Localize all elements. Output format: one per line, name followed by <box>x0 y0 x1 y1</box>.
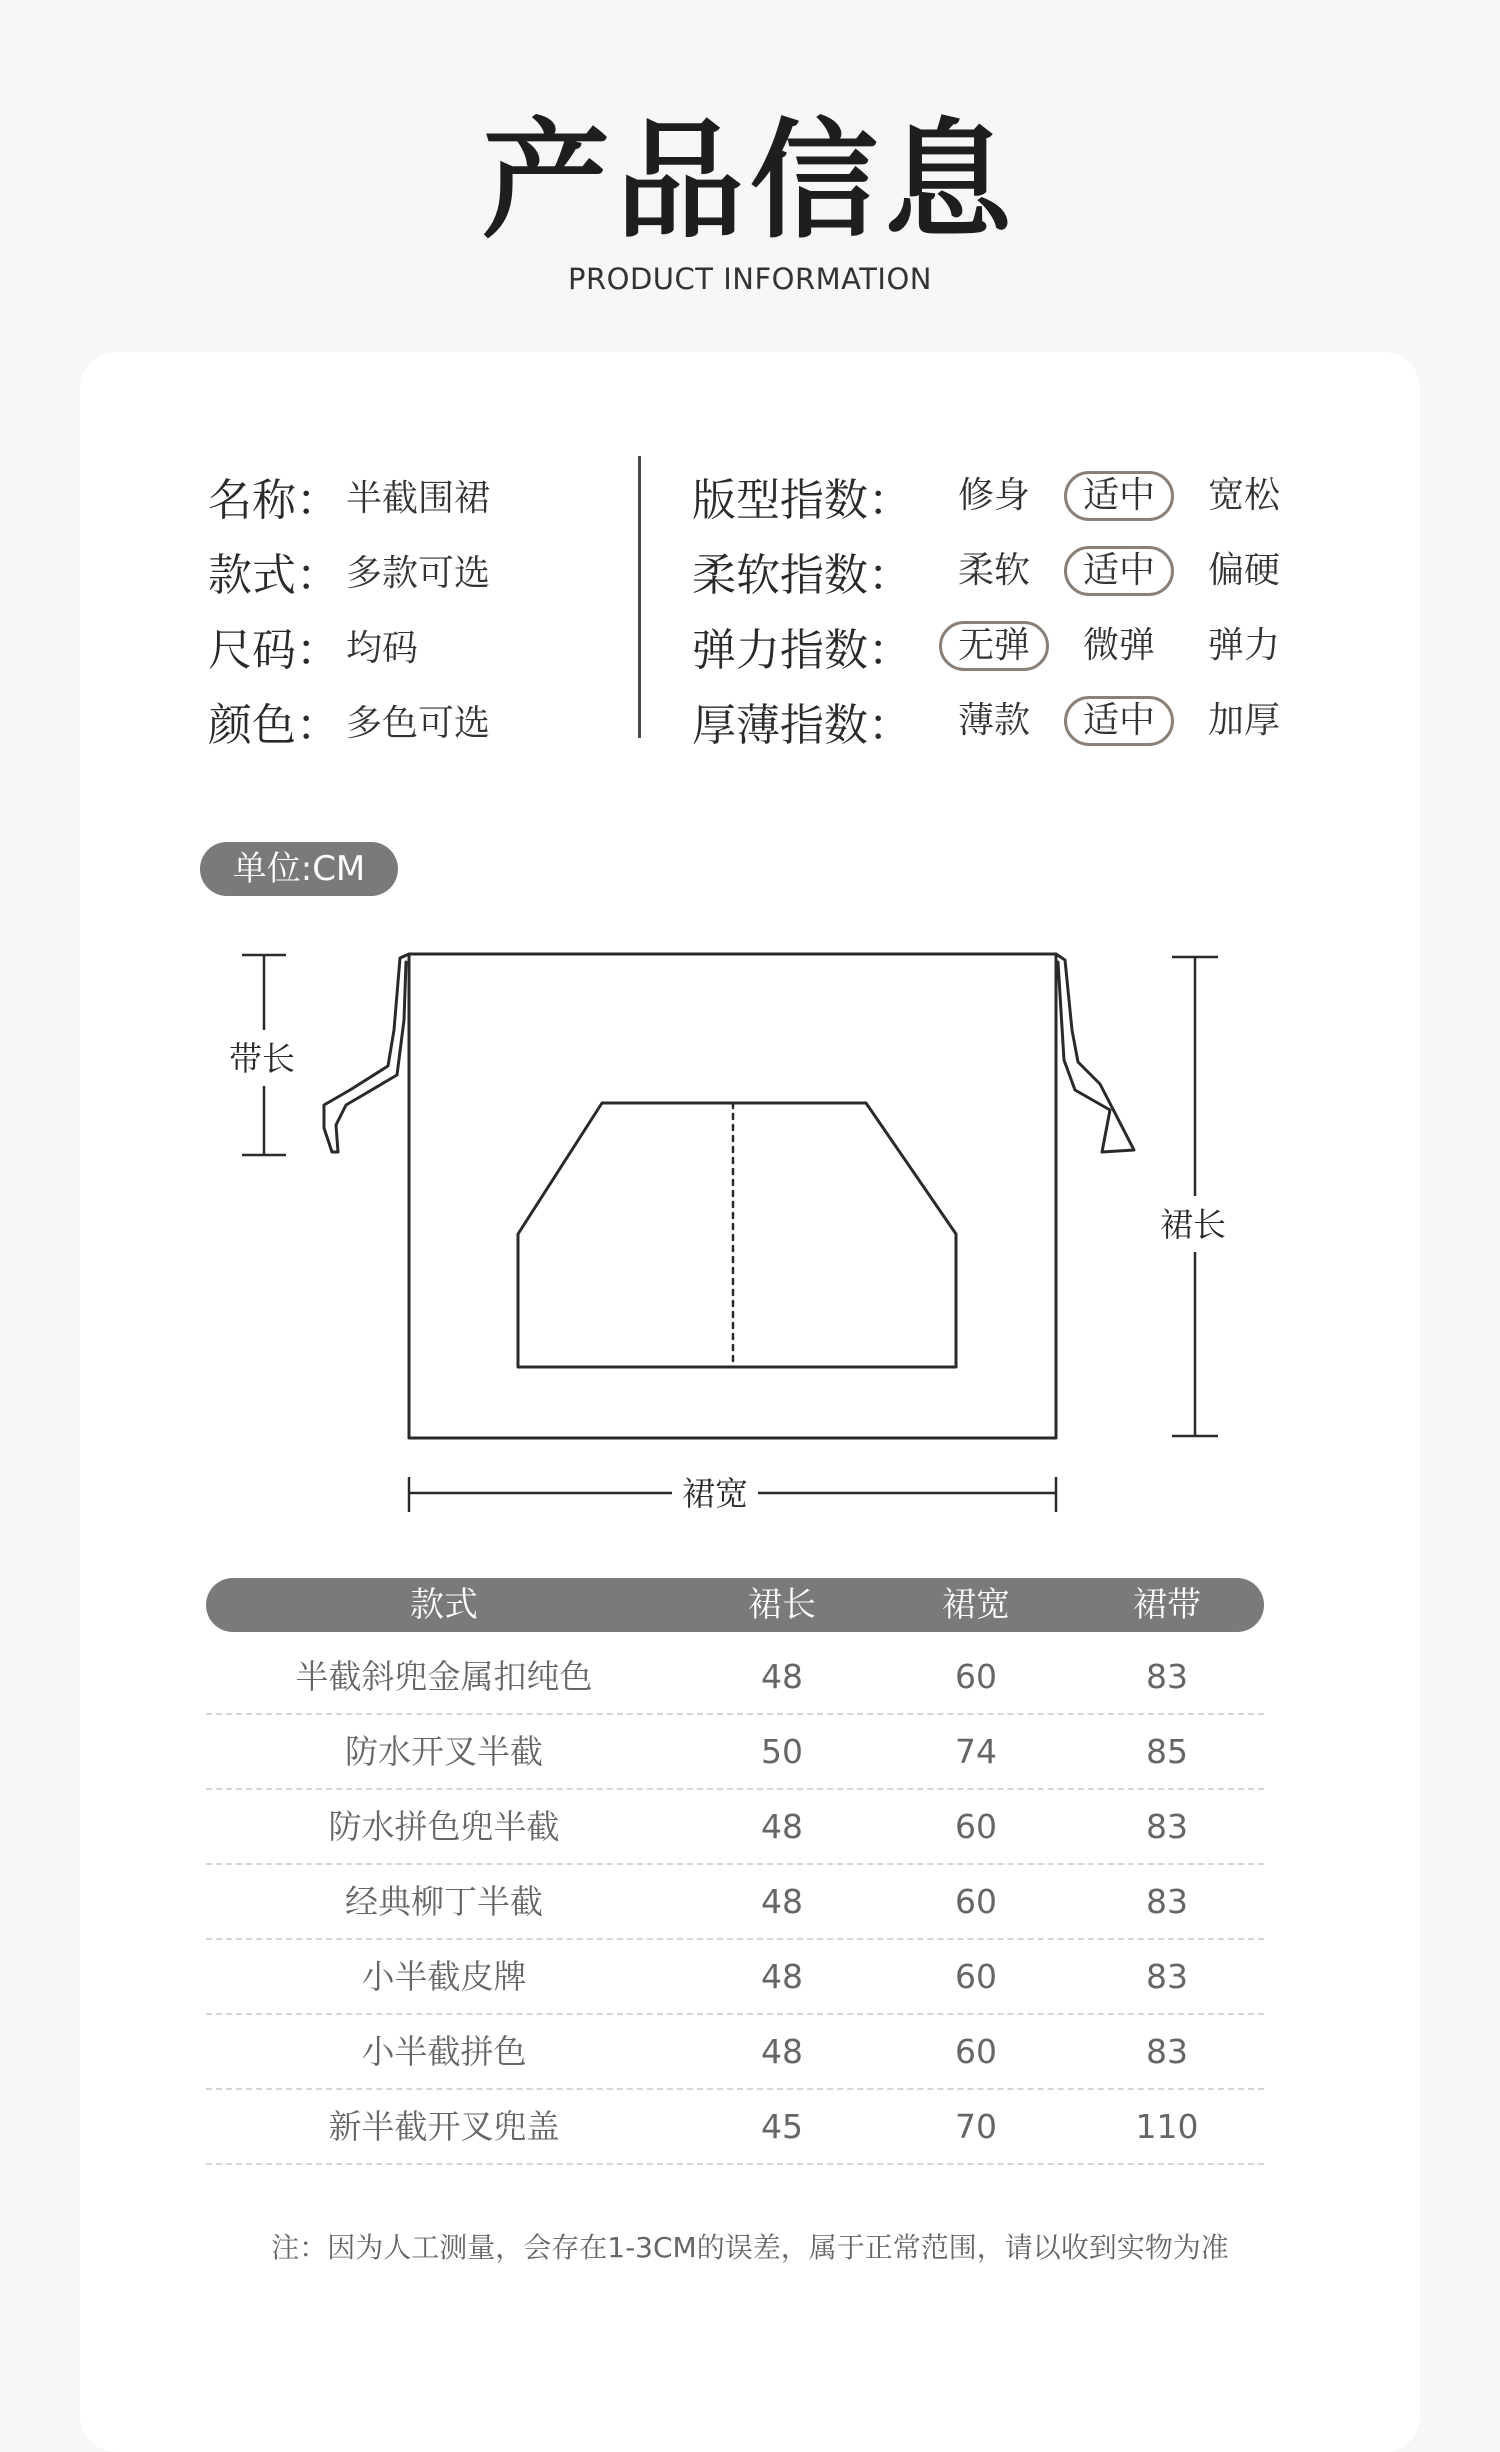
table-cell: 48 <box>761 2032 803 2071</box>
table-cell: 83 <box>1146 1957 1188 1996</box>
table-cell: 50 <box>761 1732 803 1771</box>
page-subtitle: PRODUCT INFORMATION <box>568 262 932 296</box>
table-cell: 60 <box>955 1957 997 1996</box>
table-cell: 60 <box>955 1807 997 1846</box>
index-option: 无弹 <box>939 621 1049 671</box>
info-label: 颜色： <box>208 699 340 751</box>
table-row <box>206 1640 1264 1715</box>
index-option: 修身 <box>957 474 1030 516</box>
measurement-note: 注：因为人工测量，会存在1-3CM的误差，属于正常范围，请以收到实物为准 <box>271 2231 1229 2264</box>
table-cell: 小半截皮牌 <box>361 1957 527 1996</box>
index-option: 加厚 <box>1207 699 1280 741</box>
index-option: 适中 <box>1064 696 1174 746</box>
page-title: 产品信息 <box>481 107 1018 256</box>
table-cell: 48 <box>761 1882 803 1921</box>
info-value: 多色可选 <box>346 703 491 744</box>
table-cell: 经典柳丁半截 <box>345 1882 543 1921</box>
strap-length-label: 带长 <box>229 1039 295 1078</box>
info-label: 名称： <box>208 474 340 526</box>
table-cell: 48 <box>761 1807 803 1846</box>
index-option: 宽松 <box>1207 474 1280 516</box>
table-cell: 83 <box>1146 1882 1188 1921</box>
unit-badge: 单位:CM <box>200 842 398 896</box>
table-cell: 83 <box>1146 1807 1188 1846</box>
index-label: 版型指数： <box>692 474 912 526</box>
skirt-width-label: 裙宽 <box>682 1474 748 1513</box>
info-value: 半截围裙 <box>346 478 491 519</box>
table-cell: 74 <box>955 1732 997 1771</box>
index-option: 适中 <box>1064 471 1174 521</box>
table-cell: 小半截拼色 <box>361 2032 527 2071</box>
table-cell: 60 <box>955 1657 997 1696</box>
table-row <box>206 1865 1264 1940</box>
table-header-cell: 裙宽 <box>942 1585 1010 1625</box>
index-option: 薄款 <box>957 699 1030 741</box>
table-cell: 110 <box>1135 2107 1199 2146</box>
info-value: 均码 <box>346 628 419 669</box>
table-header-cell: 款式 <box>410 1585 478 1625</box>
table-cell: 新半截开叉兜盖 <box>328 2107 560 2146</box>
table-row <box>206 1940 1264 2015</box>
info-label: 款式： <box>208 549 340 601</box>
table-row <box>206 2090 1264 2165</box>
index-label: 弹力指数： <box>692 624 912 676</box>
table-cell: 60 <box>955 2032 997 2071</box>
table-cell: 83 <box>1146 1657 1188 1696</box>
size-table-body <box>206 1640 1264 2165</box>
table-cell: 70 <box>955 2107 997 2146</box>
table-header-cell: 裙带 <box>1133 1585 1201 1625</box>
table-cell: 45 <box>761 2107 803 2146</box>
left-strap <box>324 954 409 1152</box>
index-option: 弹力 <box>1207 624 1280 666</box>
table-cell: 48 <box>761 1957 803 1996</box>
index-label: 柔软指数： <box>692 549 912 601</box>
table-cell: 85 <box>1146 1732 1188 1771</box>
table-cell: 半截斜兜金属扣纯色 <box>295 1657 593 1696</box>
table-cell: 防水拼色兜半截 <box>328 1807 560 1846</box>
table-header-cell: 裙长 <box>748 1585 816 1625</box>
table-cell: 83 <box>1146 2032 1188 2071</box>
table-row <box>206 1790 1264 1865</box>
index-option: 微弹 <box>1082 624 1155 666</box>
index-label: 厚薄指数： <box>692 699 912 751</box>
table-cell: 60 <box>955 1882 997 1921</box>
right-strap <box>1056 954 1134 1152</box>
size-table-header <box>206 1578 1264 1632</box>
info-value: 多款可选 <box>346 553 491 594</box>
table-row <box>206 2015 1264 2090</box>
table-cell: 防水开叉半截 <box>345 1732 543 1771</box>
skirt-length-label: 裙长 <box>1160 1205 1226 1244</box>
index-option: 适中 <box>1064 546 1174 596</box>
table-cell: 48 <box>761 1657 803 1696</box>
index-option: 偏硬 <box>1207 549 1280 591</box>
apron-pocket-outline <box>518 1103 956 1367</box>
table-row <box>206 1715 1264 1790</box>
index-option: 柔软 <box>957 549 1030 591</box>
info-label: 尺码： <box>208 624 340 676</box>
